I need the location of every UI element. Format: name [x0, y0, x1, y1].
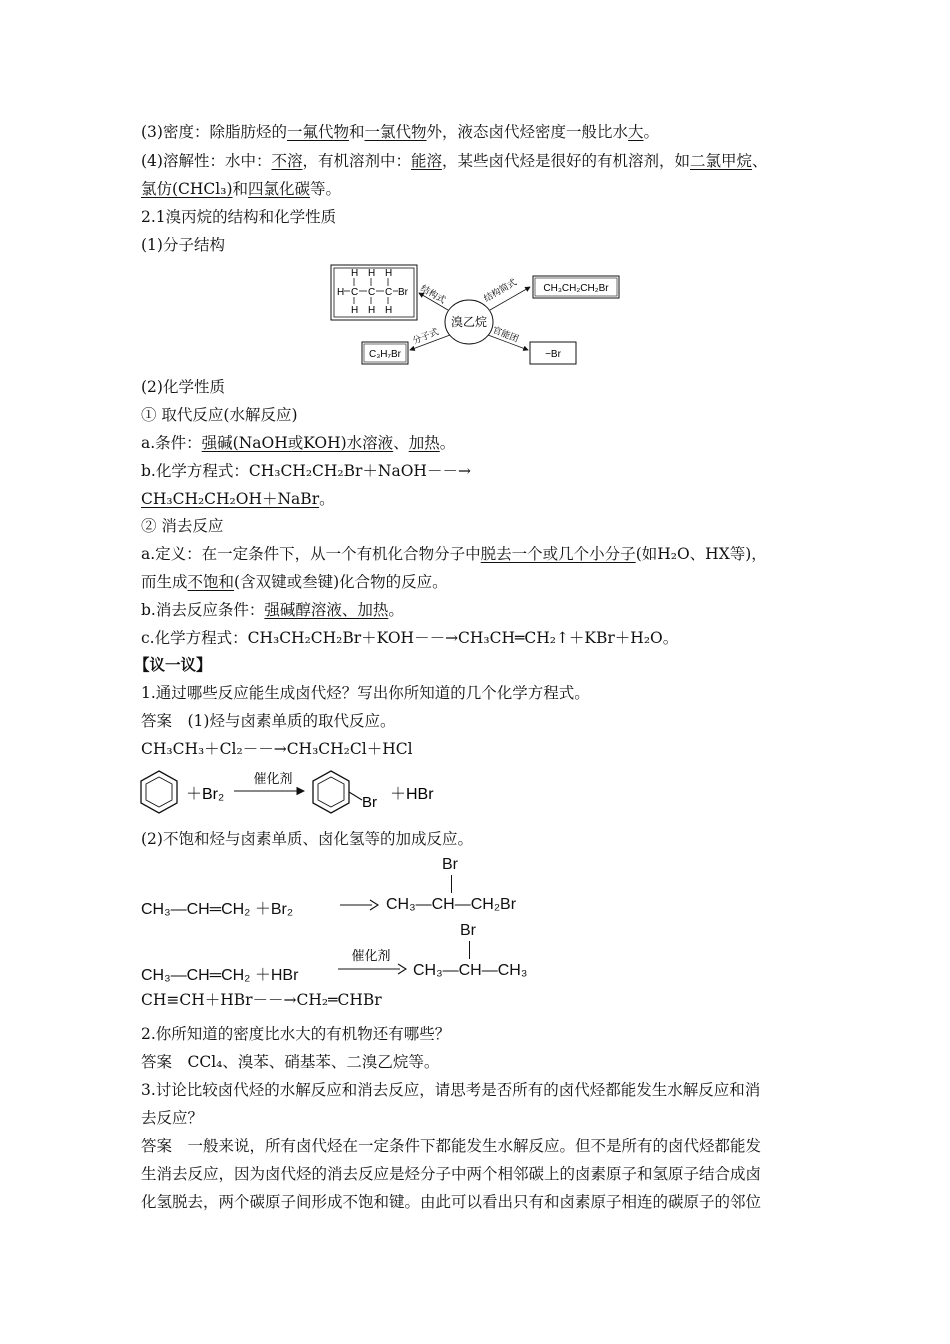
text: 和 — [348, 123, 365, 141]
equation-left: CH₃—CH═CH₂ ＋Br₂ — [141, 901, 294, 918]
equation-line: CH₃CH₃＋Cl₂－－→CH₃CH₂Cl＋HCl — [141, 740, 413, 758]
bond-line — [451, 875, 452, 893]
label-condensed: 结构简式 — [482, 277, 519, 304]
text: (4)溶解性：水中： — [141, 152, 272, 170]
subsection-heading: (1)分子结构 — [141, 236, 225, 254]
text: 等。 — [310, 180, 342, 198]
text: 。 — [319, 490, 335, 508]
answer-3-cont: 生消去反应，因为卤代烃的消去反应是烃分子中两个相邻碳上的卤素原子和氢原子结合成卤 — [141, 1165, 762, 1183]
catalyst-label: 催化剂 — [351, 948, 391, 963]
reaction-arrow — [340, 898, 380, 912]
molecular-formula: C₃H₇Br — [369, 349, 401, 360]
label-structural: 结构式 — [419, 283, 448, 306]
label-molecular: 分子式 — [411, 326, 440, 346]
text: 。 — [643, 123, 660, 141]
text: 而生成 — [141, 573, 188, 591]
substituent: Br — [442, 856, 458, 873]
condensed-formula: CH₃CH₂CH₂Br — [543, 283, 609, 294]
answer-blank: 四氯化碳 — [248, 180, 311, 198]
atom-c: C — [351, 287, 359, 298]
atom-br: Br — [398, 287, 408, 298]
equation-product-line — [141, 489, 335, 509]
text: 和 — [232, 180, 249, 198]
text: (3)密度：除脂肪烃的 — [141, 123, 287, 141]
answer-3-cont: 化氢脱去，两个碳原子间形成不饱和键。由此可以看出只有和卤素原子相连的碳原子的邻位 — [141, 1193, 762, 1211]
answer-blank: 不溶 — [271, 152, 303, 170]
atom-h: H — [368, 268, 376, 279]
answer-blank: 一氟代物 — [286, 123, 349, 141]
answer-1-part-2: (2)不饱和烃与卤素单质、卤化氢等的加成反应。 — [141, 830, 473, 848]
definition-line-2 — [141, 572, 448, 592]
atom-h: H — [337, 287, 345, 298]
equation-right: CH₃—CH—CH₂Br — [386, 896, 517, 913]
equation-left: CH₃—CH═CH₂ ＋HBr — [141, 967, 299, 984]
definition-line — [141, 544, 767, 564]
answer-blank: 强碱(NaOH或KOH)水溶液 — [201, 434, 394, 452]
atom-h: H — [351, 305, 359, 316]
subsection-heading: (2)化学性质 — [141, 378, 225, 396]
equation-right: CH₃—CH—CH₃ — [413, 962, 528, 979]
text: 、 — [752, 152, 768, 170]
answer-blank: 氯仿(CHCl₃) — [141, 180, 233, 198]
text: a.定义：在一定条件下，从一个有机化合物分子中 — [141, 545, 481, 563]
answer-blank: 强碱醇溶液、加热 — [264, 601, 389, 619]
discussion-heading: 【议一议】 — [134, 655, 212, 674]
question-1: 1.通过哪些反应能生成卤代烃？写出你所知道的几个化学方程式。 — [141, 684, 590, 702]
density-line — [141, 122, 659, 142]
condition-line — [141, 600, 404, 620]
solubility-line-2 — [141, 179, 341, 199]
reaction-heading: ① 取代反应(水解反应) — [141, 406, 298, 424]
text: a.条件： — [141, 434, 202, 452]
answer-2: 答案 CCl₄、溴苯、硝基苯、二溴乙烷等。 — [141, 1053, 440, 1071]
answer-blank: 不饱和 — [187, 573, 235, 591]
answer-blank: 大 — [628, 123, 644, 141]
atom-h: H — [385, 268, 393, 279]
section-heading: 2.1溴丙烷的结构和化学性质 — [141, 208, 337, 226]
answer-blank: 加热 — [408, 434, 440, 452]
substituent: Br — [362, 794, 377, 811]
reagent: ＋Br₂ — [186, 786, 225, 803]
equation-line: c.化学方程式：CH₃CH₂CH₂Br＋KOH－－→CH₃CH═CH₂↑＋KBr＋H₂O。 — [141, 629, 679, 647]
center-label: 溴乙烷 — [450, 315, 488, 329]
benzene-equation — [138, 767, 458, 827]
bond-line — [469, 941, 470, 959]
answer-1: 答案 (1)烃与卤素单质的取代反应。 — [141, 712, 396, 730]
text: 外，液态卤代烃密度一般比水 — [426, 123, 629, 141]
answer-blank: 一氯代物 — [364, 123, 427, 141]
text: (含双键或叁键)化合物的反应。 — [234, 573, 448, 591]
atom-h: H — [368, 305, 376, 316]
atom-c: C — [385, 287, 393, 298]
condition-line — [141, 433, 455, 453]
text: b.消去反应条件： — [141, 601, 265, 619]
equation-line: CH≡CH＋HBr－－→CH₂═CHBr — [141, 991, 382, 1009]
text: 。 — [388, 601, 404, 619]
answer-blank: 能溶 — [411, 152, 443, 170]
atom-h: H — [351, 268, 359, 279]
text: (如H₂O、HX等)， — [635, 545, 767, 563]
question-3: 3.讨论比较卤代烃的水解反应和消去反应，请思考是否所有的卤代烃都能发生水解反应和消 — [141, 1081, 761, 1099]
text: ，有机溶剂中： — [302, 152, 411, 170]
text: 、 — [393, 434, 409, 452]
label-functional: 官能团 — [491, 324, 521, 344]
answer-3: 答案 一般来说，所有卤代烃在一定条件下都能发生水解反应。但不是所有的卤代烃都能发 — [141, 1137, 762, 1155]
question-3-cont: 去反应？ — [141, 1109, 204, 1127]
reaction-arrow — [338, 946, 408, 976]
answer-blank: 脱去一个或几个小分子 — [480, 545, 636, 563]
question-2: 2.你所知道的密度比水大的有机物还有哪些？ — [141, 1025, 451, 1043]
atom-h: H — [385, 305, 393, 316]
functional-group: −Br — [545, 349, 561, 360]
reaction-heading: ② 消去反应 — [141, 517, 224, 535]
substituent: Br — [460, 922, 476, 939]
structure-diagram — [328, 262, 628, 372]
solubility-line — [141, 151, 768, 171]
text: 。 — [439, 434, 456, 452]
atom-c: C — [368, 287, 376, 298]
answer-blank: CH₃CH₂CH₂OH＋NaBr — [141, 490, 320, 508]
catalyst-label: 催化剂 — [253, 771, 293, 786]
equation-line: b.化学方程式：CH₃CH₂CH₂Br＋NaOH－－→ — [141, 462, 471, 480]
product: ＋HBr — [390, 786, 434, 803]
text: ，某些卤代烃是很好的有机溶剂，如 — [442, 152, 691, 170]
answer-blank: 二氯甲烷 — [690, 152, 753, 170]
